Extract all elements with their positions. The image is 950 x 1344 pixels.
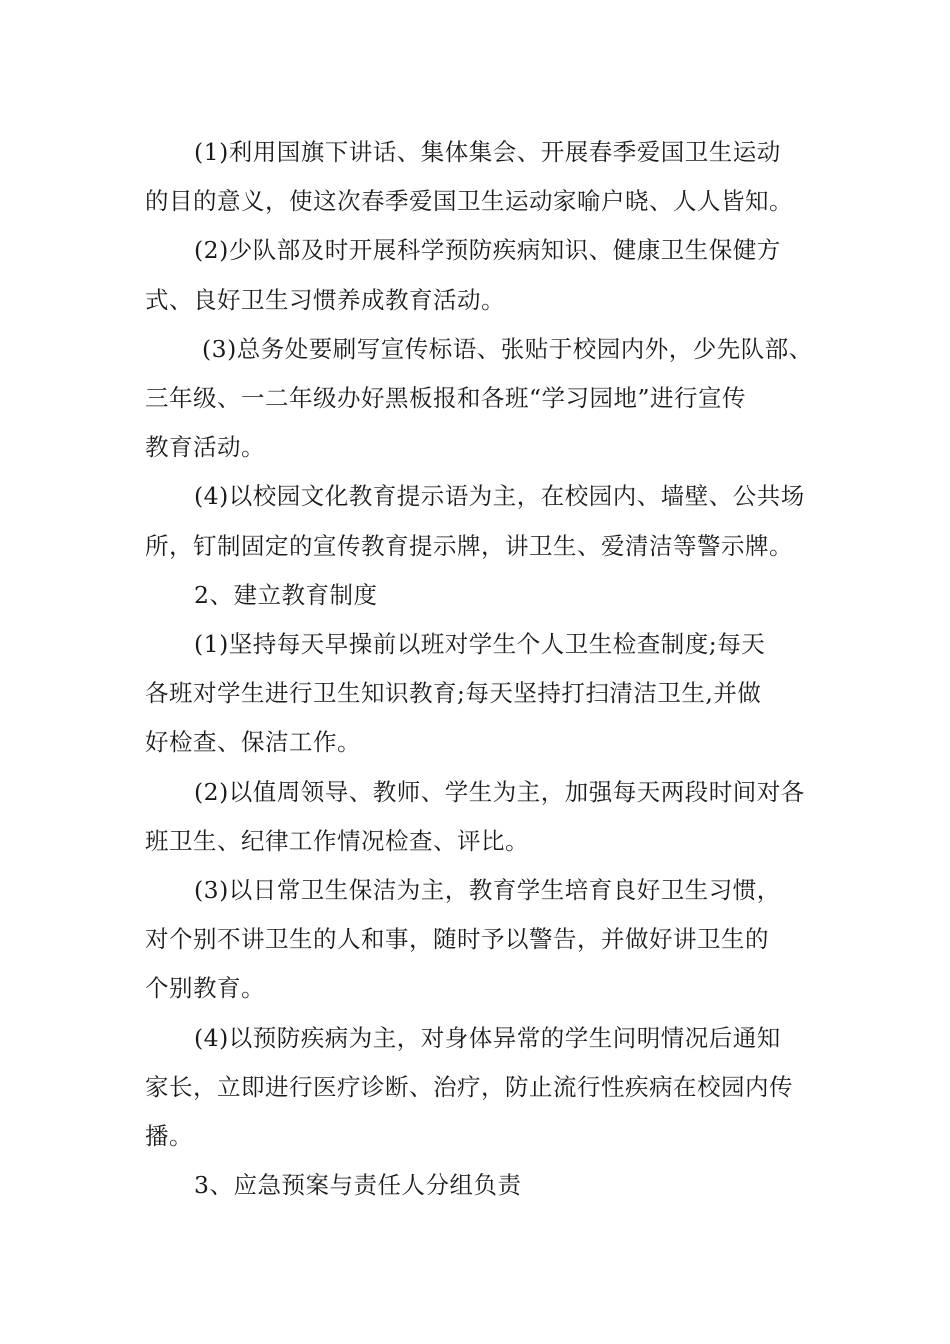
document-body <box>145 128 813 1210</box>
text-line: (2)以值周领导、教师、学生为主，加强每天两段时间对各 <box>194 777 805 806</box>
text-line: (4)以预防疾病为主，对身体异常的学生问明情况后通知 <box>194 1023 781 1052</box>
paragraph-4 <box>145 472 810 570</box>
paragraph-3 <box>145 325 813 473</box>
section-heading-2 <box>145 571 810 620</box>
paragraph-7 <box>145 866 810 1014</box>
text-line: (2)少队部及时开展科学预防疾病知识、健康卫生保健方 <box>194 236 781 265</box>
paragraph-5 <box>145 620 810 768</box>
paragraph-6 <box>145 768 810 866</box>
text-line: (3)以日常卫生保洁为主，教育学生培育良好卫生习惯， <box>194 876 781 905</box>
text-line: 3、应急预案与责任人分组负责 <box>194 1171 522 1200</box>
section-heading-3 <box>145 1161 810 1210</box>
text-line: 对个别不讲卫生的人和事，随时予以警告，并做好讲卫生的 <box>145 925 769 954</box>
text-line: 各班对学生进行卫生知识教育;每天坚持打扫清洁卫生,并做 <box>145 679 762 708</box>
text-line: (1)坚持每天早操前以班对学生个人卫生检查制度;每天 <box>194 630 766 659</box>
text-line: (4)以校园文化教育提示语为主，在校园内、墙壁、公共场 <box>194 482 805 511</box>
text-line: (3)总务处要刷写宣传标语、张贴于校园内外，少先队部、 <box>202 334 813 363</box>
text-line: 2、建立教育制度 <box>194 580 378 609</box>
text-line: 教育活动。 <box>145 433 265 462</box>
text-line: 班卫生、纪律工作情况检查、评比。 <box>145 826 529 855</box>
text-line: 个别教育。 <box>145 974 265 1003</box>
paragraph-8 <box>145 1014 810 1162</box>
text-line: 所，钉制固定的宣传教育提示牌，讲卫生、爱清洁等警示牌。 <box>145 531 793 560</box>
text-line: 家长，立即进行医疗诊断、治疗，防止流行性疾病在校园内传 <box>145 1072 793 1101</box>
text-line: (1)利用国旗下讲话、集体集会、开展春季爱国卫生运动 <box>194 138 781 166</box>
text-line: 播。 <box>145 1122 193 1151</box>
paragraph-2 <box>145 226 810 324</box>
text-line: 的目的意义，使这次春季爱国卫生运动家喻户晓、人人皆知。 <box>145 187 793 216</box>
text-line: 式、良好卫生习惯养成教育活动。 <box>145 285 505 314</box>
text-line: 好检查、保洁工作。 <box>145 728 361 757</box>
text-line: 三年级、一二年级办好黑板报和各班“学习园地”进行宣传 <box>145 384 747 413</box>
paragraph-1 <box>145 128 810 226</box>
